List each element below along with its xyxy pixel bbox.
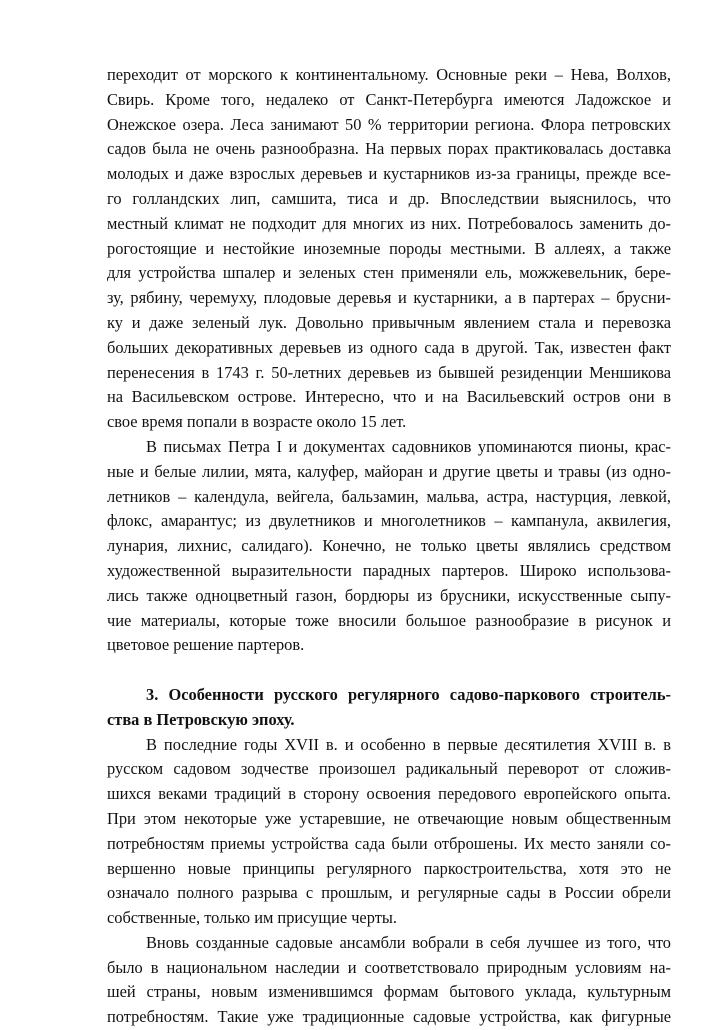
paragraph <box>107 931 671 1030</box>
text-line: переходит от морского к континентальному. Основные реки – Нева, Волхов, <box>107 65 671 84</box>
text-line: Свирь. Кроме того, недалеко от Санкт-Петербурга имеются Ладожское и <box>107 89 671 109</box>
text-line: было в национальном наследии и соответствовало природным условиям на- <box>107 957 671 977</box>
section-spacer <box>107 658 671 683</box>
text-line: В последние годы XVII в. и особенно в первые десятилетия XVIII в. в <box>146 734 671 754</box>
text-line: перенесения в 1743 г. 50-летних деревьев из бывшей резиденции Меншикова <box>107 362 671 382</box>
paragraph <box>107 733 671 931</box>
text-line: зу, рябину, черемуху, плодовые деревья и кустарники, а в партерах – брусни- <box>107 288 671 308</box>
text-line: художественной выразительности парадных партеров. Широко использова- <box>107 560 671 580</box>
text-line: больших декоративных деревьев из одного сада в другой. Так, известен факт <box>107 337 671 357</box>
paragraph <box>107 435 671 658</box>
text-line: молодых и даже взрослых деревьев и кустарников из-за границы, прежде все- <box>107 164 671 184</box>
text-line: ные и белые лилии, мята, калуфер, майоран и другие цветы и травы (из одно- <box>107 461 671 481</box>
text-line: местный климат не подходит для многих из них. Потребовалось заменить до- <box>107 213 671 233</box>
text-line: Вновь созданные садовые ансамбли вобрали в себя лучшее из того, что <box>146 932 671 952</box>
text-line: русском садовом зодчестве произошел радикальный переворот от сложив- <box>107 759 671 779</box>
text-line: потребностям. Такие уже традиционные садовые устройства, как фигурные <box>107 1007 671 1027</box>
text-line: В письмах Петра I и документах садовников упоминаются пионы, крас- <box>146 436 671 456</box>
section-heading <box>107 683 671 733</box>
text-line: потребностям приемы устройства сада были отброшены. Их место заняли со- <box>107 833 671 853</box>
text-line: шихся веками традиций в сторону освоения передового европейского опыта. <box>107 784 671 804</box>
text-line: го голландских лип, самшита, тиса и др. Впоследствии выяснилось, что <box>107 188 671 208</box>
text-line: цветовое решение партеров. <box>107 635 305 655</box>
document-body <box>107 63 671 1030</box>
heading-line: ства в Петровскую эпоху. <box>107 709 295 729</box>
text-line: лись также одноцветный газон, бордюры из брусники, искусственные сыпу- <box>107 585 671 605</box>
text-line: рогостоящие и нестойкие иноземные породы местными. В аллеях, а также <box>107 238 671 258</box>
text-line: летников – календула, вейгела, бальзамин, мальва, астра, настурция, левкой, <box>107 486 671 506</box>
text-line: собственные, только им присущие черты. <box>107 908 397 928</box>
text-line: лунария, лихнис, салидаго). Конечно, не только цветы являлись средством <box>107 536 671 556</box>
text-line: ку и даже зеленый лук. Довольно привычным явлением стала и перевозка <box>107 312 671 332</box>
text-line: флокс, амарантус; из двулетников и многолетников – кампанула, аквилегия, <box>107 511 671 531</box>
heading-line: 3. Особенности русского регулярного садово-паркового строитель- <box>146 684 671 704</box>
text-line: для устройства шпалер и зеленых стен применяли ель, можжевельник, бере- <box>107 263 671 283</box>
text-line: свое время попали в возрасте около 15 лет. <box>107 412 407 432</box>
text-line: вершенно новые принципы регулярного паркостроительства, хотя это не <box>107 858 671 878</box>
text-line: означало полного разрыва с прошлым, и регулярные сады в России обрели <box>107 883 671 903</box>
text-line: садов была не очень разнообразна. На первых порах практиковалась доставка <box>107 139 671 159</box>
text-line: шей страны, новым изменившимся формам бытового уклада, культурным <box>107 982 671 1002</box>
text-line: Онежское озера. Леса занимают 50 % территории региона. Флора петровских <box>107 114 671 134</box>
text-line: чие материалы, которые тоже вносили большое разнообразие в рисунок и <box>107 610 671 630</box>
text-line: на Васильевском острове. Интересно, что и на Васильевский остров они в <box>107 387 671 407</box>
paragraph <box>107 63 671 435</box>
text-line: При этом некоторые уже устаревшие, не отвечающие новым общественным <box>107 808 671 828</box>
